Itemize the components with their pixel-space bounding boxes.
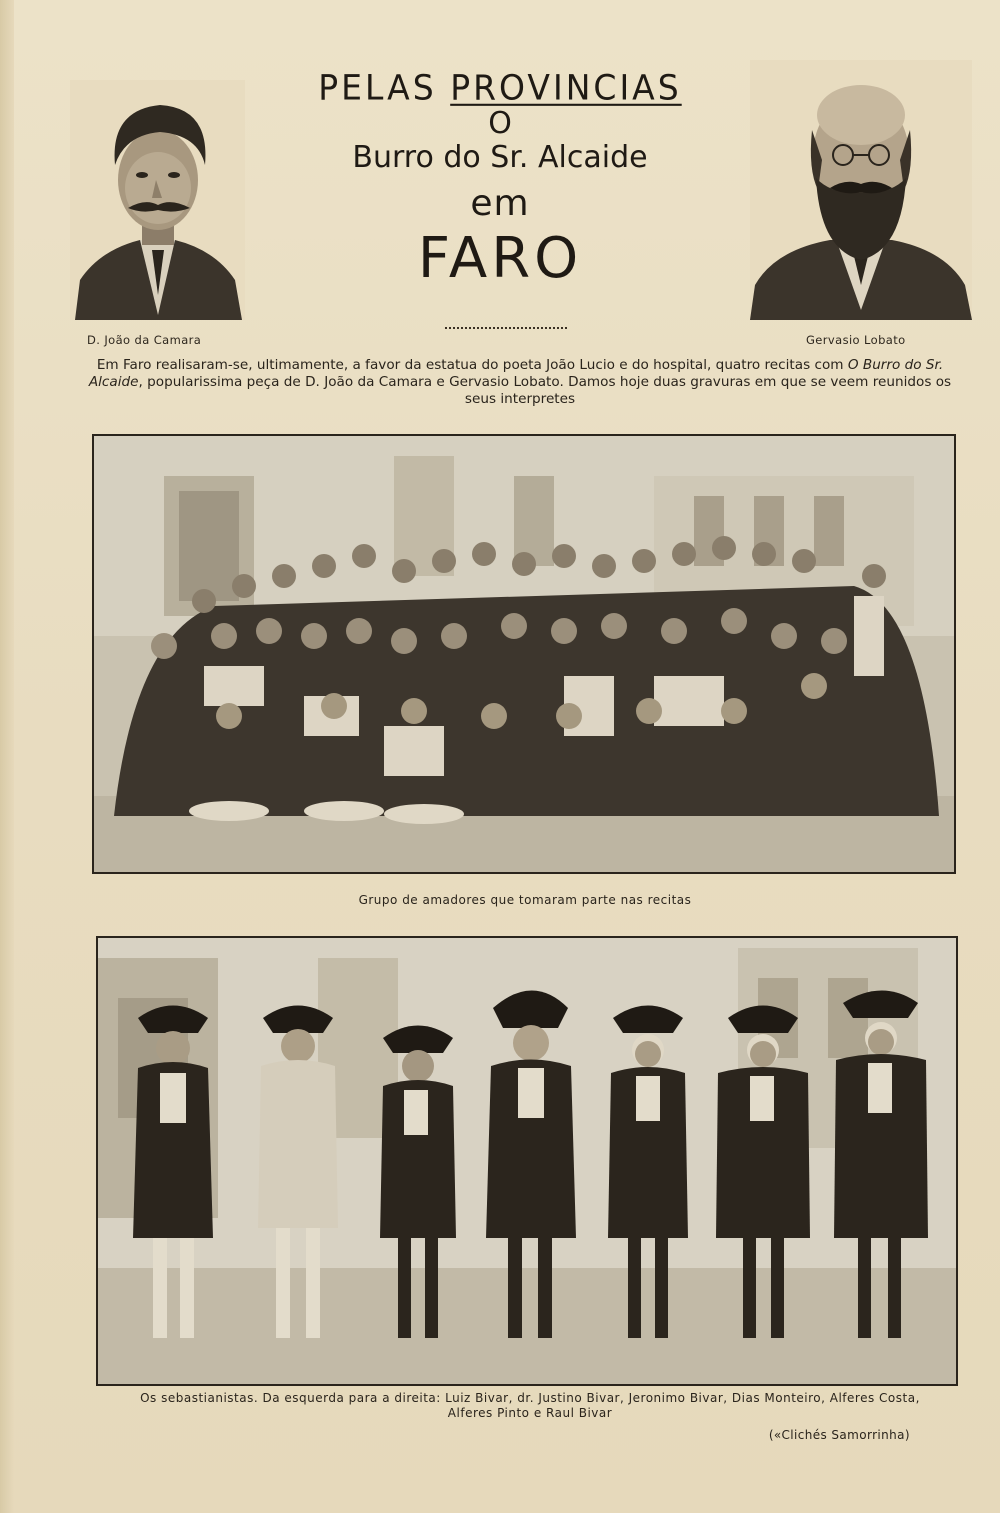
page-binding-edge — [0, 0, 14, 1513]
portrait-left-caption: D. João da Camara — [87, 333, 202, 347]
title-dotted-rule — [445, 327, 567, 333]
group-photo-caption: Grupo de amadores que tomaram parte nas recitas — [358, 893, 692, 907]
title-line-1-prefix: PELAS — [318, 67, 451, 108]
group-photo — [92, 434, 956, 874]
title-line-1-word: PROVINCIAS — [450, 67, 682, 108]
portrait-right-caption: Gervasio Lobato — [806, 333, 906, 347]
portrait-gervasio-lobato — [750, 60, 972, 320]
title-line-2: O — [488, 106, 512, 141]
title-line-5: FARO — [417, 226, 583, 291]
article-title — [260, 68, 740, 292]
intro-text-before: Em Faro realisaram-se, ultimamente, a favor da estatua do poeta João Lucio e do hospital, quatro recitas com — [96, 357, 848, 373]
title-line-4: em — [470, 183, 530, 224]
sebastianistas-photo-caption: Os sebastianistas. Da esquerda para a direita: Luiz Bivar, dr. Justino Bivar, Jeronimo Bivar, Dias Monteiro, Alferes Costa, Alferes Pinto e Raul Bivar — [140, 1391, 920, 1420]
intro-play-title: O Burro do Sr. Alcaide — [88, 357, 944, 390]
intro-paragraph — [82, 357, 958, 408]
sebastianistas-photo — [96, 936, 958, 1386]
title-line-3: Burro do Sr. Alcaide — [352, 140, 648, 175]
photo-credit: («Clichés Samorrinha) — [768, 1428, 910, 1442]
title-line-1 — [260, 67, 740, 109]
intro-text-after: , popularissima peça de D. João da Camara e Gervasio Lobato. Damos hoje duas gravuras em que se veem reunidos os seus interpretes — [138, 374, 952, 407]
portrait-joao-da-camara — [70, 80, 245, 320]
